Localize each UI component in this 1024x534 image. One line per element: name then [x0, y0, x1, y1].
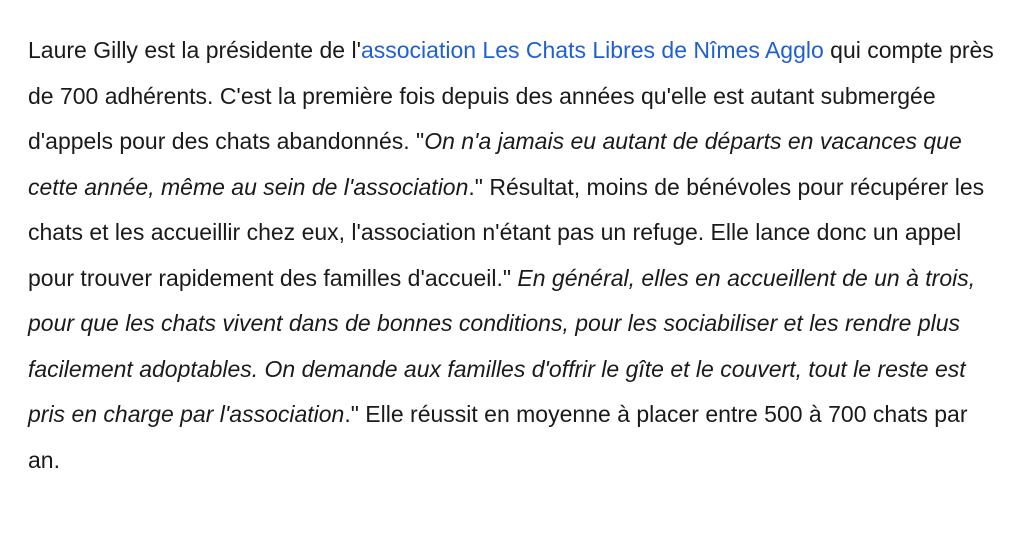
paragraph-text-intro: Laure Gilly est la présidente de l'	[28, 37, 361, 63]
quote-foster-families: En général, elles en accueillent de un à trois, pour que les chats vivent dans de bonnes conditions, pour les sociabiliser et les rendre plus facilement adoptables. On demande aux familles d'offrir le gîte et le couvert, tout le reste est pris en charge par l'association	[28, 264, 976, 427]
paragraph-text-result: ." Résultat, moins de bénévoles pour récupérer les chats et les accueillir chez eux, l'association n'étant pas un refuge. Elle lance donc un appel pour trouver rapidement des familles d'accueil."	[28, 173, 985, 291]
quote-departures: On n'a jamais eu autant de départs en vacances que cette année, même au sein de l'association	[28, 128, 962, 200]
association-link[interactable]: association Les Chats Libres de Nîmes Agglo	[360, 37, 824, 63]
article-paragraph	[28, 28, 1003, 483]
paragraph-text-members: qui compte près de 700 adhérents. C'est la première fois depuis des années qu'elle est autant submergée d'appels pour des chats abandonnés. "	[28, 37, 994, 154]
paragraph-text-outro: ." Elle réussit en moyenne à placer entre 500 à 700 chats par an.	[28, 401, 968, 473]
